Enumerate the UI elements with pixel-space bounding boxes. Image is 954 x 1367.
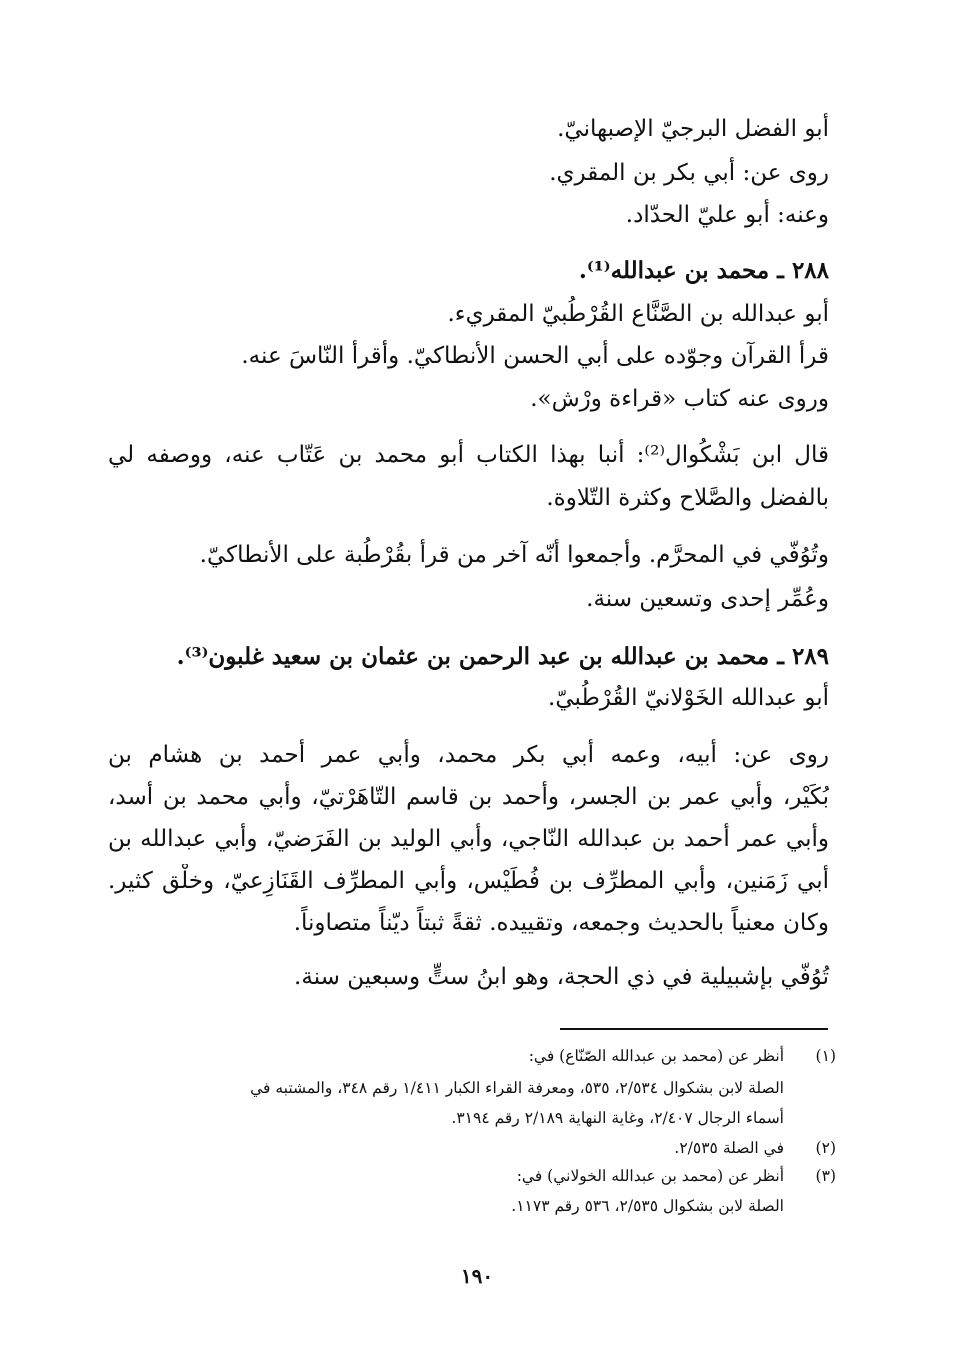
text-line-3: وعنه: أبو عليّ الحدّاد.	[625, 202, 829, 228]
footnote-3-line-2: الصلة لابن بشكوال ٢/٥٣٥، ٥٣٦ رقم ١١٧٣.	[511, 1197, 784, 1215]
text-line-17: أبي زَمَنين، وأبي المطرِّف بن فُطَيْس، وأبي المطرِّف القَنَازِعيّ، وخلْق كثير.	[108, 868, 829, 894]
text-line-8: قال ابن بَشْكُوال⁽²⁾: أنبا بهذا الكتاب أبو محمد بن عَتّاب عنه، ووصفه لي	[108, 442, 829, 468]
entry-288-heading: ٢٨٨ ـ محمد بن عبدالله⁽¹⁾.	[578, 257, 829, 284]
entry-289-heading: ٢٨٩ ـ محمد بن عبدالله بن عبد الرحمن بن عثمان بن سعيد غلبون⁽³⁾.	[176, 643, 829, 670]
text-line-15: بُكَيْر، وأبي عمر بن الجسر، وأحمد بن قاسم التّاهَرْتيّ، وأبي محمد بن أسد،	[108, 784, 829, 810]
text-line-18: وكان معنياً بالحديث وجمعه، وتقييده. ثقةً ثبتاً ديّناً متصاوناً.	[293, 910, 829, 936]
text-line-13: أبو عبدالله الخَوْلانيّ القُرْطُبيّ.	[548, 685, 829, 711]
text-line-5: أبو عبدالله بن الصَّنَّاع القُرْطُبيّ المقريء.	[447, 301, 829, 327]
footnote-1-line-1: أنظر عن (محمد بن عبدالله الصّنّاع) في:	[528, 1047, 784, 1065]
footnote-separator	[560, 1028, 828, 1030]
text-line-1: أبو الفضل البرجيّ الإصبهانيّ.	[557, 116, 829, 142]
text-line-6: قرأ القرآن وجوّده على أبي الحسن الأنطاكيّ. وأقرأ النّاسَ عنه.	[241, 343, 829, 369]
page-number: ١٩٠	[460, 1264, 494, 1288]
text-line-11: وعُمِّر إحدى وتسعين سنة.	[586, 586, 829, 612]
footnote-1-number: (١)	[815, 1047, 836, 1065]
footnote-3-number: (٣)	[815, 1167, 836, 1185]
footnote-2-number: (٢)	[815, 1139, 836, 1157]
text-line-10: وتُوُفّي في المحرَّم. وأجمعوا أنّه آخر من قرأ بقُرْطُبة على الأنطاكيّ.	[199, 542, 829, 568]
footnote-2-line-1: في الصلة ٢/٥٣٥.	[674, 1139, 784, 1157]
text-line-2: روى عن: أبي بكر بن المقري.	[549, 160, 829, 186]
footnote-1-line-2: الصلة لابن بشكوال ٢/٥٣٤، ٥٣٥، ومعرفة القراء الكبار ١/٤١١ رقم ٣٤٨، والمشتبه في	[250, 1079, 784, 1097]
text-line-7: وروى عنه كتاب «قراءة ورْش».	[530, 386, 829, 412]
footnote-3-line-1: أنظر عن (محمد بن عبدالله الخولاني) في:	[516, 1167, 784, 1185]
text-line-9: بالفضل والصَّلاح وكثرة التّلاوة.	[546, 485, 829, 511]
text-line-16: وأبي عمر أحمد بن عبدالله النّاجي، وأبي الوليد بن الفَرَضيّ، وأبي عبدالله بن	[108, 826, 829, 852]
text-line-19: تُوُفّي بإشبيلية في ذي الحجة، وهو ابنُ ستٍّ وسبعين سنة.	[294, 964, 829, 990]
footnote-1-line-3: أسماء الرجال ٢/٤٠٧، وغاية النهاية ٢/١٨٩ رقم ٣١٩٤.	[451, 1109, 784, 1127]
text-line-14: روى عن: أبيه، وعمه أبي بكر محمد، وأبي عمر أحمد بن هشام بن	[108, 742, 829, 768]
